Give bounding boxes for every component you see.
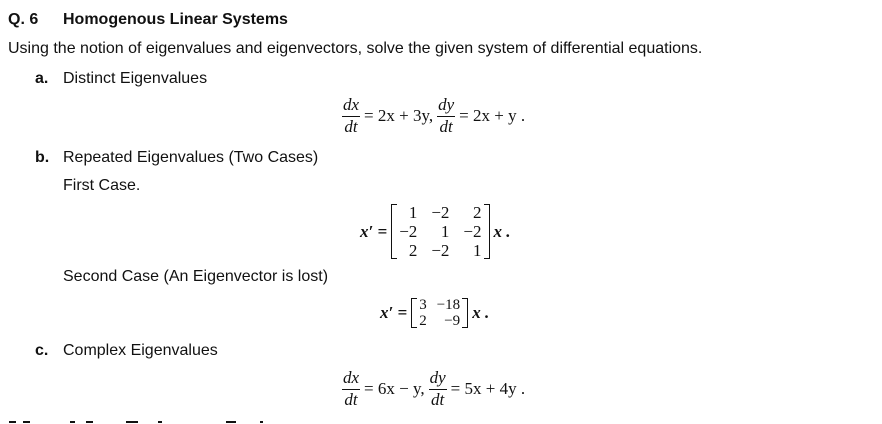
dt-denominator-2: dt <box>439 117 453 136</box>
dt-denominator-2: dt <box>431 390 445 409</box>
equation-a-end: = 2x + y . <box>459 106 526 125</box>
matrix-2x2 <box>411 298 468 328</box>
dy-numerator: dy <box>437 96 455 117</box>
right-bracket <box>484 204 490 259</box>
matrix-cell: 3 <box>419 297 427 313</box>
equation-b2-rhs: x . <box>472 303 490 322</box>
part-a-title: Distinct Eigenvalues <box>63 70 208 87</box>
section-number: Q. 6 <box>8 11 39 28</box>
right-bracket <box>462 298 468 328</box>
matrix-cell: 1 <box>440 222 450 241</box>
intro-text: Using the notion of eigenvalues and eigenvectors, solve the given system of differential equations. <box>8 40 703 57</box>
equation-a-middle: = 2x + 3y, <box>364 106 434 125</box>
matrix-cell: −18 <box>436 297 461 313</box>
equation-b1-rhs: x . <box>493 221 511 241</box>
equation-b1 <box>360 204 511 259</box>
equation-c-end: = 5x + 4y . <box>450 379 526 398</box>
part-c-title: Complex Eigenvalues <box>63 342 218 359</box>
truncated-heading-glyphs <box>8 417 308 424</box>
matrix-cell: 2 <box>419 313 427 329</box>
left-bracket <box>391 204 397 259</box>
section-title: Homogenous Linear Systems <box>63 11 288 28</box>
matrix-cell: −2 <box>431 241 450 260</box>
matrix-cell: −9 <box>444 313 461 329</box>
matrix-cell: 1 <box>473 241 482 260</box>
equation-b2-lhs: x′ = <box>380 303 408 322</box>
equation-c <box>342 369 525 409</box>
dy-numerator: dy <box>429 369 447 390</box>
matrix-cell: −2 <box>463 222 482 241</box>
matrix-cell: 2 <box>473 203 482 222</box>
part-a-marker: a. <box>35 70 49 87</box>
matrix-3x3 <box>391 204 489 259</box>
dt-denominator: dt <box>344 117 358 136</box>
equation-b1-lhs: x′ = <box>360 221 388 241</box>
equation-b2 <box>380 298 489 328</box>
equation-a <box>342 96 525 136</box>
truncated-next-heading <box>8 414 308 424</box>
equation-c-middle: = 6x − y, <box>364 379 425 398</box>
dx-numerator: dx <box>342 96 360 117</box>
matrix-cell: 1 <box>408 203 418 222</box>
matrix-cell: −2 <box>399 222 418 241</box>
part-c-marker: c. <box>35 342 49 359</box>
matrix-cell: 2 <box>408 241 418 260</box>
matrix-cell: −2 <box>431 203 450 222</box>
dx-numerator: dx <box>342 369 360 390</box>
part-b-marker: b. <box>35 149 50 166</box>
part-b-title: Repeated Eigenvalues (Two Cases) <box>63 149 319 166</box>
first-case-label: First Case. <box>63 177 141 194</box>
left-bracket <box>411 298 417 328</box>
second-case-label: Second Case (An Eigenvector is lost) <box>63 268 329 285</box>
dt-denominator: dt <box>344 390 358 409</box>
